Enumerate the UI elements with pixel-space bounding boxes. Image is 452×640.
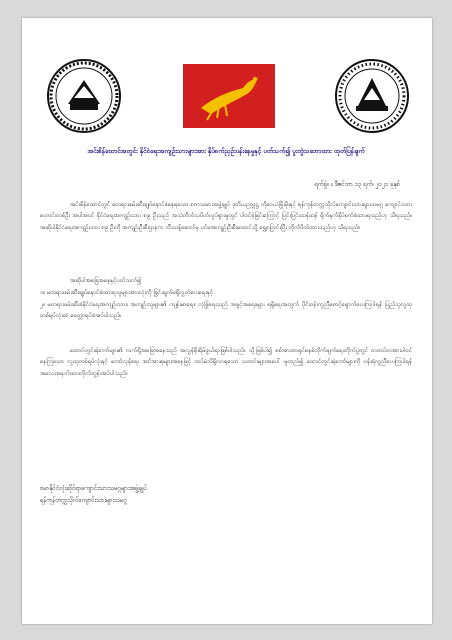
statement-date: ရက်စွဲ။ ။ ဒီဇင်ဘာ ၁၃ ရက်၊ ၂၀၂၁ ခုနှစ် (314, 181, 400, 188)
statement-title: အင်းစိန်ထောင်အတွင်း နိုင်ငံရေးအကျဉ်းသားများအား နှိပ်စက်ညှဉ်းပန်းနေမှုနှင့် ပတ်သက်၍ ပူးတွဲသဘောထား ထုတ်ပြန်ချက် (87, 148, 365, 155)
demand-item-1: ၁။ မတရားဖမ်းဆီးချုပ်နှောင်ခံထားရသူများအားလုံးကို ခြွင်းချက်မရှိလွှတ်ပေးရေးနှင့် (40, 290, 214, 296)
demand-item-2: ၂။ မတရားဖမ်းဆီးခံနိုင်ငံရေးအကျဉ်းသား၊ အကျဉ်းသူများ၏ ကျန်းမာရေး၊ လုံခြုံရေးသည် အခွင့်အရေးများ ရရှိရေးအတွက် ပိုင်းဝန်းကူညီစောင့်ရှောက်ပေးကြပါရန် ပြည်သူလူထုတစ်ရပ်လုံးထံ မေတ္တာရပ်ခံအပ်ပါသည်။ (40, 302, 412, 320)
paragraph-appeal: ထောင်တွင်းရဲဘော်များ၏ လက်ရှိအခြေအနေသည် အလွန်စိုးရိမ်ဖွယ်ရာဖြစ်ပါသည်။ သို့ဖြစ်ပါ၍ စစ်အာဏာရှင်စနစ်တိုက်ဖျက်ရေးတိုက်ပွဲတွင် တတပ်တအားပါဝင်နေကြသော လူထုတစ်ရပ်လုံးနှင့် တော်လှန်ရေး အင်အားစုများအနေဖြင့် ထပ်မံသိရှိလာရသော သတင်းများအပေါ် မူတည်၍ ထောင်တွင်းရဲဘော်များကို ဝန်းရံကူညီပေးကြပါရန် အလေးအနက်ထားတိုက်တွန်းအပ်ပါသည်။ (40, 348, 412, 377)
paragraph-intro: အင်းစိန်ထောင်တွင် မတရားဖမ်းဆီးချုပ်နှောင်ခံနေရသော ၈ကသမားအဖွဲ့ချုပ် ဒုတိယဥက္ကဋ္ဌ ကိုဝေယံဖြိုးမိုးနှင့် ရန်ကုန်တက္ကသိုလ်ကျောင်းသားများသမဂ္ဂ ကျောင်းသားဟောင်းတစ်ဦး အပါအဝင် နိုင်ငံရေးအကျဉ်းသား ၈၉ ဦးသည် အသံတိတ်သပိတ်လှုပ်ရှားမှုတွင် ပါဝင်ခဲ့ခြင်းကြောင့် ပြင်းပြင်းထန်ထန် ရိုက်နှက်နှိပ်စက်ခံထားရသည်ဟု သိရသည်။ အဆိုပါနိုင်ငံရေးအကျဉ်းသား ၈၉ ဦးကို အကျဉ်းဦးစီးဌာနက သီးသန့်ဆောင်မှ ပင်မအကျဉ်းဦးစီးထောင်သို့ ရွှေ့ပြောင်းပြီး တိုက်ပိတ်ထားသည်ဟု သိရသည်။ (40, 202, 412, 231)
red-flag-with-peacock-icon (183, 64, 275, 128)
university-emblem-icon (46, 58, 122, 134)
union-emblem-icon (334, 58, 410, 134)
document-page (22, 18, 432, 624)
letterhead (40, 56, 416, 136)
signatory-2: ရန်ကုန်တက္ကသိုလ်ကျောင်းသားများသမဂ္ဂ (40, 497, 127, 504)
paragraph-regarding: အဆိုပါအခြေအနေနှင့်ပတ်သက်၍ (70, 278, 142, 284)
signatory-1: ဗမာနိုင်ငံလုံးဆိုင်ရာကျောင်းသားသမဂ္ဂများအဖွဲ့ချုပ် (40, 485, 148, 492)
